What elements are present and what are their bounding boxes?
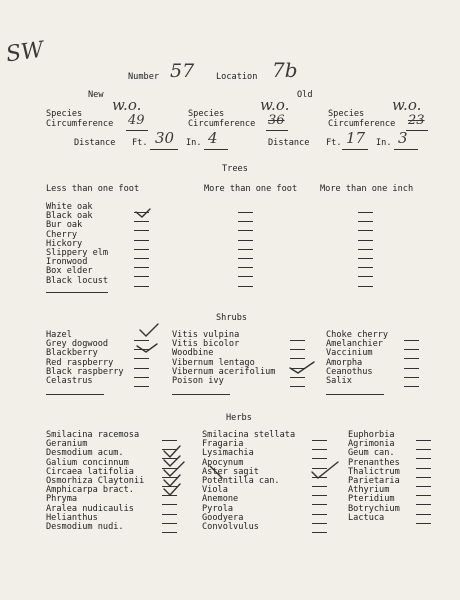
herb-blank[interactable] (312, 504, 327, 505)
herb-blank[interactable] (312, 458, 327, 459)
herb-blank[interactable] (416, 514, 431, 515)
herb-item: Viola (202, 485, 228, 496)
shrub-blank[interactable] (134, 358, 149, 359)
herb-item: Helianthus (46, 512, 98, 523)
tree-blank[interactable] (238, 230, 253, 231)
ft-value-1: 30 (155, 129, 175, 147)
herb-item: Osmorhiza Claytonii (46, 476, 145, 487)
herb-blank[interactable] (312, 449, 327, 450)
shrub-blank[interactable] (290, 340, 305, 341)
species-value-3: w.o. (392, 96, 422, 114)
herb-item: Fragaria (202, 439, 244, 450)
margin-note: SW (4, 37, 46, 68)
tree-blank[interactable] (134, 276, 149, 277)
herb-item: Parietaria (348, 476, 400, 487)
herb-blank[interactable] (162, 523, 177, 524)
tree-blank[interactable] (238, 267, 253, 268)
herb-item: Athyrium (348, 485, 390, 496)
herb-item: Smilacina racemosa (46, 430, 140, 440)
herb-blank[interactable] (416, 486, 431, 487)
herb-blank[interactable] (416, 477, 431, 478)
herb-blank[interactable] (162, 504, 177, 505)
herb-blank[interactable] (416, 449, 431, 450)
species-value-2: w.o. (260, 96, 290, 114)
tree-blank[interactable] (134, 212, 149, 213)
new-label: New (88, 90, 104, 100)
herb-blank[interactable] (416, 504, 431, 505)
shrub-blank[interactable] (134, 377, 149, 378)
herb-blank[interactable] (416, 495, 431, 496)
herb-item: Geum can. (348, 448, 395, 459)
shrub-blank[interactable] (290, 377, 305, 378)
herbs-col2 (202, 431, 295, 532)
shrub-item: Grey dogwood (46, 339, 109, 350)
tree-blank[interactable] (238, 276, 253, 277)
shrub-item: Poison ivy (172, 376, 224, 387)
tree-blank[interactable] (134, 286, 149, 287)
circumference-label-3: Circumference (328, 119, 396, 129)
in-value-2: 3 (398, 129, 408, 147)
shrub-blank[interactable] (404, 349, 419, 350)
tree-blank[interactable] (238, 240, 253, 241)
shrub-item: Celastrus (46, 376, 93, 387)
shrub-blank[interactable] (134, 340, 149, 341)
herb-item: Geranium (46, 439, 88, 450)
tree-blank[interactable] (238, 249, 253, 250)
tree-blank[interactable] (358, 230, 373, 231)
in-label-1: In. (186, 138, 202, 148)
tree-blank[interactable] (238, 221, 253, 222)
trees-title: Trees (222, 164, 248, 174)
herb-blank[interactable] (162, 468, 177, 469)
herb-blank[interactable] (312, 440, 327, 441)
tree-blank[interactable] (134, 240, 149, 241)
herb-item: Euphorbia (348, 430, 395, 440)
check-black-oak (136, 209, 150, 217)
tree-blank[interactable] (358, 240, 373, 241)
trees-col-header-1: Less than one foot (46, 184, 140, 194)
herb-blank[interactable] (162, 477, 177, 478)
tree-item: Slippery elm (46, 248, 109, 259)
tree-blank[interactable] (134, 221, 149, 222)
species-label-3: Species (328, 109, 365, 119)
tree-blank[interactable] (238, 258, 253, 259)
herb-item: Anemone (202, 494, 239, 505)
tree-blank[interactable] (358, 267, 373, 268)
herb-item: Lactuca (348, 512, 385, 523)
tree-blank[interactable] (358, 249, 373, 250)
tree-blank[interactable] (238, 212, 253, 213)
shrub-item: Blackberry (46, 348, 98, 359)
herbs-title: Herbs (226, 413, 252, 423)
herb-item: Prenanthes (348, 457, 400, 468)
shrub-item: Choke cherry (326, 330, 389, 340)
shrub-blank[interactable] (404, 358, 419, 359)
trees-col-header-3: More than one inch (320, 184, 414, 194)
distance-label-1: Distance (74, 138, 116, 148)
herb-blank[interactable] (312, 532, 327, 533)
herb-item: Pyrola (202, 503, 234, 514)
tree-blank[interactable] (134, 267, 149, 268)
shrub-item: Hazel (46, 330, 72, 340)
herb-item: Galium concinnum (46, 457, 129, 468)
tree-blank[interactable] (134, 249, 149, 250)
trees-list (46, 203, 108, 286)
shrub-blank[interactable] (290, 349, 305, 350)
herb-blank[interactable] (162, 458, 177, 459)
herb-blank[interactable] (312, 514, 327, 515)
check-grey-dogwood (137, 344, 157, 352)
tree-blank[interactable] (134, 258, 149, 259)
shrub-item: Vitis vulpina (172, 330, 240, 340)
herb-blank[interactable] (162, 495, 177, 496)
herb-item: Circaea latifolia (46, 466, 134, 477)
tree-blank[interactable] (358, 286, 373, 287)
herb-blank[interactable] (162, 440, 177, 441)
shrub-item: Vaccinium (326, 348, 373, 359)
shrub-blank[interactable] (290, 358, 305, 359)
circumference-label-1: Circumference (46, 119, 114, 129)
ft-label-1: Ft. (132, 138, 148, 148)
in-label-2: In. (376, 138, 392, 148)
herb-item: Pteridium (348, 494, 395, 505)
herb-item: Goodyera (202, 512, 244, 523)
tree-item: Ironwood (46, 257, 88, 268)
tree-blank[interactable] (134, 230, 149, 231)
tree-item: Black oak (46, 211, 93, 222)
circumference-value-2: 36 (268, 113, 285, 128)
shrubs-col3 (326, 331, 388, 386)
ft-value-2: 17 (346, 129, 366, 147)
shrubs-col2 (172, 331, 275, 386)
tree-blank[interactable] (358, 276, 373, 277)
number-label: Number (128, 72, 160, 82)
circumference-label-2: Circumference (188, 119, 256, 129)
herb-blank[interactable] (312, 495, 327, 496)
herb-blank[interactable] (312, 486, 327, 487)
shrub-blank[interactable] (404, 377, 419, 378)
check-circaea (164, 462, 184, 476)
shrub-item: Ceanothus (326, 366, 373, 377)
tree-item: Box elder (46, 266, 93, 277)
herb-item: Desmodium acum. (46, 448, 124, 459)
shrub-blank[interactable] (404, 340, 419, 341)
tree-item: Cherry (46, 229, 78, 240)
trees-col-header-2: More than one foot (204, 184, 298, 194)
herb-item: Aralea nudicaulis (46, 503, 134, 514)
herbs-col3 (348, 431, 400, 523)
shrub-item: Woodbine (172, 348, 214, 359)
shrub-item: Amelanchier (326, 339, 383, 350)
herb-item: Apocynum (202, 457, 244, 468)
circumference-value-3: 23 (408, 113, 425, 128)
herb-blank[interactable] (416, 440, 431, 441)
location-label: Location (216, 72, 258, 82)
shrubs-extra-line-3 (326, 394, 384, 395)
herbs-col1 (46, 431, 144, 532)
shrub-blank[interactable] (404, 368, 419, 369)
herb-item: Potentilla can. (202, 476, 280, 487)
herb-blank[interactable] (312, 477, 327, 478)
herb-blank[interactable] (416, 468, 431, 469)
herb-item: Phryma (46, 494, 78, 505)
number-value: 57 (170, 60, 195, 82)
shrub-blank[interactable] (404, 386, 419, 387)
herb-item: Botrychium (348, 503, 400, 514)
shrub-item: Salix (326, 376, 352, 387)
shrub-item: Red raspberry (46, 357, 114, 368)
tree-item: Black locust (46, 275, 109, 286)
trees-extra-line (46, 292, 108, 293)
herb-blank[interactable] (312, 468, 327, 469)
shrub-item: Amorpha (326, 357, 363, 368)
herb-blank[interactable] (416, 523, 431, 524)
herb-item: Smilacina stellata (202, 430, 296, 440)
shrub-blank[interactable] (134, 386, 149, 387)
shrub-blank[interactable] (290, 386, 305, 387)
species-value-1: w.o. (112, 96, 142, 114)
herb-blank[interactable] (416, 458, 431, 459)
herb-blank[interactable] (162, 532, 177, 533)
shrubs-extra-line-1 (46, 394, 104, 395)
shrub-item: Black raspberry (46, 366, 124, 377)
old-label: Old (297, 90, 313, 100)
shrub-item: Vitis bicolor (172, 339, 240, 350)
tree-item: Hickory (46, 238, 83, 249)
shrubs-title: Shrubs (216, 313, 248, 323)
distance-label-2: Distance (268, 138, 310, 148)
herb-item: Convolvulus (202, 522, 259, 533)
in-value-1: 4 (208, 129, 218, 147)
herb-item: Amphicarpa bract. (46, 485, 134, 496)
shrubs-extra-line-2 (172, 394, 230, 395)
tree-blank[interactable] (358, 258, 373, 259)
herb-item: Desmodium nudi. (46, 522, 124, 533)
herb-blank[interactable] (162, 514, 177, 515)
ft-label-2: Ft. (326, 138, 342, 148)
shrub-item: Vibernum acerifolium (172, 366, 276, 377)
shrubs-col1 (46, 331, 124, 386)
tree-blank[interactable] (358, 221, 373, 222)
herb-blank[interactable] (162, 486, 177, 487)
herb-blank[interactable] (312, 523, 327, 524)
shrub-blank[interactable] (290, 368, 305, 369)
shrub-blank[interactable] (134, 368, 149, 369)
species-label-2: Species (188, 109, 225, 119)
herb-blank[interactable] (162, 449, 177, 450)
herb-item: Agrimonia (348, 439, 395, 450)
shrub-blank[interactable] (134, 349, 149, 350)
tree-blank[interactable] (358, 212, 373, 213)
tree-item: Bur oak (46, 220, 83, 231)
shrub-item: Vibernum lentago (172, 357, 255, 368)
tree-item: White oak (46, 202, 93, 212)
herb-item: Lysimachia (202, 448, 254, 459)
species-label-1: Species (46, 109, 83, 119)
check-aster (312, 462, 338, 478)
herb-item: Aster sagit (202, 466, 259, 477)
circumference-value-1: 49 (128, 113, 145, 128)
tree-blank[interactable] (238, 286, 253, 287)
check-desmodium (164, 446, 180, 457)
location-value: 7b (272, 58, 298, 82)
check-hazel (140, 324, 158, 336)
herb-item: Thalictrum (348, 466, 400, 477)
